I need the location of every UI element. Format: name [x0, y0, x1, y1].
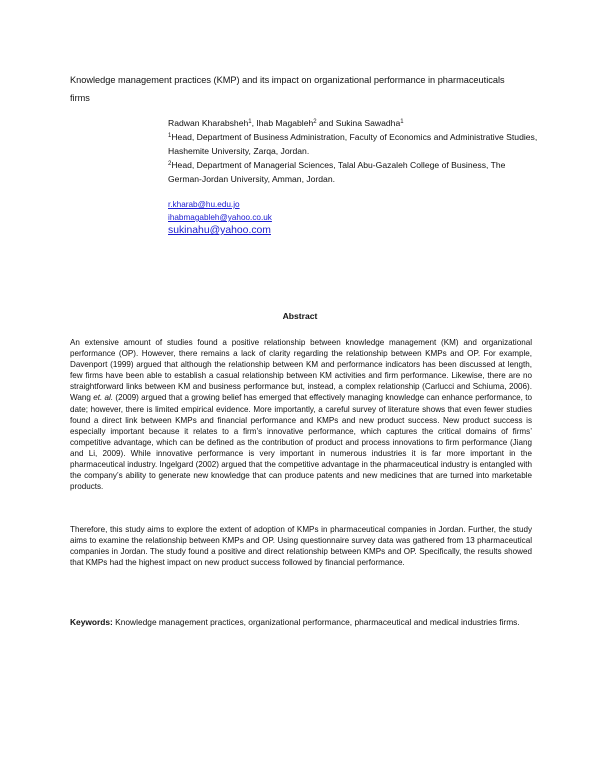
email-list: [168, 198, 468, 238]
affiliation-text: Head, Department of Managerial Sciences, Talal Abu-Gazaleh College of Business, The German-Jordan University, Amman, Jordan.: [168, 160, 506, 184]
author-name: Radwan Kharabsheh: [168, 118, 249, 128]
author-separator: and: [316, 118, 336, 128]
affiliation-text: Head, Department of Business Administration, Faculty of Economics and Administrative Studies, Hashemite University, Zarqa, Jordan.: [168, 132, 538, 156]
keywords-text: Knowledge management practices, organizational performance, pharmaceutical and medical industries firms.: [112, 617, 520, 627]
author-line: [168, 116, 538, 130]
email-link-magableh[interactable]: ihabmagableh@yahoo.co.uk: [168, 213, 272, 222]
affiliation-marker: 2: [168, 161, 172, 167]
author-name: Sukina Sawadha: [335, 118, 401, 128]
affiliation-marker: 1: [168, 133, 172, 139]
affiliation-marker: 1: [400, 119, 404, 125]
keywords: [70, 617, 532, 629]
affiliation-marker: 2: [313, 119, 317, 125]
abstract-paragraph-1: [70, 337, 532, 492]
abstract-paragraph-2: Therefore, this study aims to explore the extent of adoption of KMPs in pharmaceutical companies in Jordan. Further, the study aims to examine the relationship between KMPs and OP. Using questionnaire survey data was gathered from 13 pharmaceutical companies in Jordan. The study found a positive and direct relationship between KMPs and OP. Specifically, the results showed that KMPs had the highest impact on new product success followed by financial performance.: [70, 525, 532, 568]
keywords-label: Keywords:: [70, 617, 113, 627]
author-name: Ihab Magableh: [256, 118, 314, 128]
email-link-kharab[interactable]: r.kharab@hu.edu.jo: [168, 200, 240, 209]
abstract-text: (2009) argued that a growing belief has emerged that effectively managing knowledge can enhance performance, to date; however, there is limited empirical evidence. More importantly, a careful survey of literature shows that even fewer studies found a direct link between KMPs and financial performance and KMPs and new product success. New product success is especially important because it relates to a firm’s innovative performance, which captures the critical domains of firms’ competitive advantage, which can be defined as the contribution of product and process innovations to firm performance (Jiang and Li, 2009). While innovative performance is very important in numerous industries it is far more important in the pharmaceutical industry. Ingelgard (2002) argued that the competitive advantage in the pharmaceutical industry is entangled with the company’s ability to generate new knowledge that can produce patents and new medicines that are turned into marketable products.: [70, 393, 532, 492]
paper-title: Knowledge management practices (KMP) and its impact on organizational performance in pharmaceuticals firms: [70, 75, 505, 103]
affiliation: [168, 130, 538, 158]
email-link-sukina[interactable]: sukinahu@yahoo.com: [168, 225, 271, 236]
author-separator: ,: [251, 118, 257, 128]
affiliation-marker: 1: [248, 119, 252, 125]
abstract-text-italic: et. al.: [93, 393, 114, 403]
affiliation: [168, 158, 538, 186]
abstract-text: An extensive amount of studies found a positive relationship between knowledge management (KM) and organizational performance (OP). However, there remains a lack of clarity regarding the relationship between KMPs and OP. For example, Davenport (1999) argued that although the relationship between KM and performance indicators has been discussed at length, few firms have been able to establish a casual relationship between KM activities and firm performance. Likewise, there are no straightforward links between KM and business performance but, instead, a complex relationship (Carlucci and Schiuma, 2006). Wang: [70, 338, 532, 403]
author-block: [168, 116, 538, 186]
abstract-heading: Abstract: [282, 311, 318, 321]
